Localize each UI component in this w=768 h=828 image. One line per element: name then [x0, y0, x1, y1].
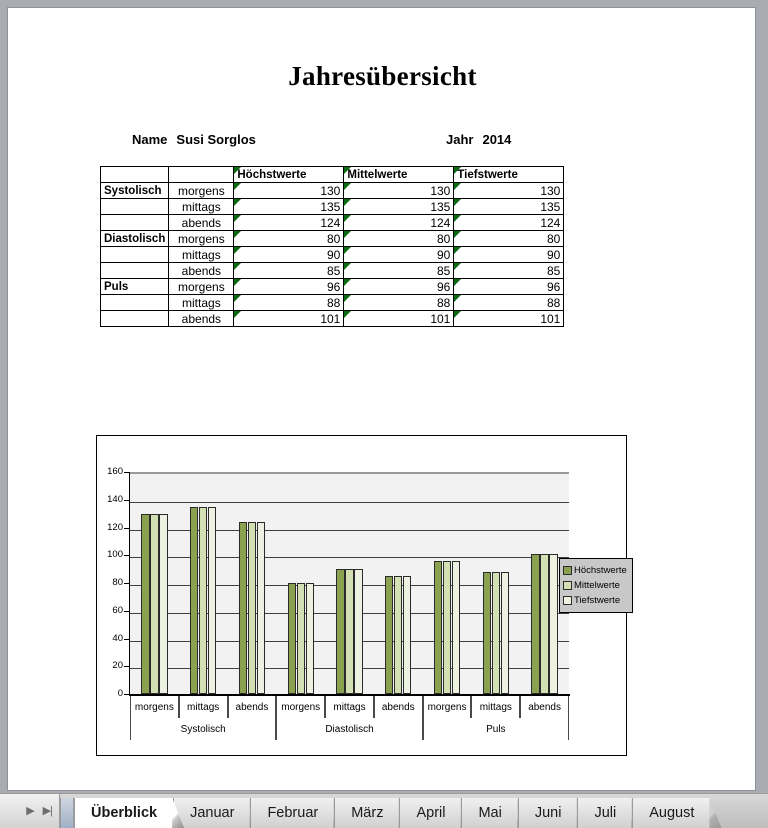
value-cell[interactable]: 80 [234, 231, 344, 247]
y-tick-label: 60 [112, 604, 123, 616]
tab-bar-handle[interactable] [60, 798, 74, 828]
sheet-tab-april[interactable]: April [399, 798, 461, 828]
page-title: Jahresübersicht [288, 61, 477, 91]
bar-höchstwerte-abends [385, 576, 393, 694]
y-tick-label: 0 [117, 688, 123, 699]
category-tick-label: morgens [130, 696, 179, 718]
bar-höchstwerte-mittags [483, 572, 491, 694]
sheet-navigation-buttons [0, 794, 60, 828]
sheet-tab-m-rz[interactable]: März [334, 798, 399, 828]
value-cell[interactable]: 85 [454, 263, 564, 279]
chart-container [96, 435, 627, 756]
chart-plot-area [130, 472, 569, 694]
group-tick-label: Puls [423, 718, 569, 740]
value-cell[interactable]: 80 [454, 231, 564, 247]
value-cell[interactable]: 88 [454, 295, 564, 311]
measurements-table [100, 166, 564, 327]
sheet-tab-februar[interactable]: Februar [250, 798, 334, 828]
row-category-cell [101, 215, 169, 231]
category-tick-label: mittags [179, 696, 228, 718]
legend-swatch-icon [563, 596, 572, 605]
row-time-cell: abends [169, 263, 234, 279]
value-cell[interactable]: 130 [344, 183, 454, 199]
table-row [101, 295, 564, 311]
sheet-tab-august[interactable]: August [632, 798, 710, 828]
bar-mittelwerte-mittags [492, 572, 500, 694]
bar-höchstwerte-morgens [434, 561, 442, 694]
y-tick-mark [124, 528, 129, 529]
row-time-cell: abends [169, 311, 234, 327]
value-cell[interactable]: 130 [234, 183, 344, 199]
bar-mittelwerte-abends [394, 576, 402, 694]
metadata-row [8, 132, 756, 150]
column-header-2: Mittelwerte [344, 167, 454, 183]
row-category-cell [101, 263, 169, 279]
value-cell[interactable]: 88 [344, 295, 454, 311]
sheet-tab-bar [0, 793, 768, 828]
row-category-cell: Puls [101, 279, 169, 295]
bar-tiefstwerte-mittags [501, 572, 509, 694]
table-row [101, 199, 564, 215]
y-tick-mark [124, 555, 129, 556]
value-cell[interactable]: 101 [454, 311, 564, 327]
sheet-tab-mai[interactable]: Mai [461, 798, 517, 828]
bar-tiefstwerte-abends [403, 576, 411, 694]
category-tick-label: mittags [325, 696, 374, 718]
row-category-cell [101, 311, 169, 327]
legend-label: Tiefstwerte [574, 594, 621, 606]
name-label: Name [132, 132, 168, 147]
bar-tiefstwerte-mittags [208, 507, 216, 694]
row-category-cell [101, 295, 169, 311]
value-cell[interactable]: 135 [454, 199, 564, 215]
bar-mittelwerte-mittags [199, 507, 207, 694]
bar-tiefstwerte-mittags [354, 569, 362, 694]
sheet-tab-januar[interactable]: Januar [173, 798, 250, 828]
bar-mittelwerte-morgens [443, 561, 451, 694]
row-time-cell: mittags [169, 247, 234, 263]
chart-legend[interactable] [559, 558, 633, 613]
bar-tiefstwerte-abends [257, 522, 265, 694]
value-cell[interactable]: 80 [344, 231, 454, 247]
bar-tiefstwerte-morgens [452, 561, 460, 694]
category-axis [130, 696, 569, 718]
category-tick-label: morgens [423, 696, 472, 718]
table-row [101, 311, 564, 327]
bar-höchstwerte-morgens [141, 514, 149, 694]
table-row [101, 279, 564, 295]
category-tick-label: abends [374, 696, 423, 718]
y-tick-mark [124, 611, 129, 612]
nav-last-sheet-icon[interactable]: ▶| [42, 804, 52, 817]
category-tick-label: abends [228, 696, 277, 718]
table-header-row [101, 167, 564, 183]
value-cell[interactable]: 124 [454, 215, 564, 231]
bar-tiefstwerte-morgens [159, 514, 167, 694]
bar-höchstwerte-mittags [336, 569, 344, 694]
y-tick-label: 140 [107, 493, 123, 505]
sheet-tab--berblick[interactable]: Überblick [74, 798, 173, 828]
group-axis [130, 718, 569, 740]
bar-tiefstwerte-morgens [306, 583, 314, 694]
legend-item[interactable] [563, 578, 627, 593]
year-field [446, 132, 511, 147]
value-cell[interactable]: 124 [344, 215, 454, 231]
bar-mittelwerte-morgens [297, 583, 305, 694]
y-tick-label: 80 [112, 577, 123, 588]
bar-tiefstwerte-abends [549, 554, 557, 694]
group-tick-label: Systolisch [130, 718, 276, 740]
table-row [101, 231, 564, 247]
y-tick-label: 40 [112, 632, 123, 644]
value-cell[interactable]: 96 [344, 279, 454, 295]
nav-next-sheet-icon[interactable]: ▶ [26, 804, 34, 817]
legend-swatch-icon [563, 566, 572, 575]
y-tick-label: 100 [107, 549, 123, 561]
group-tick-label: Diastolisch [276, 718, 422, 740]
bar-mittelwerte-abends [248, 522, 256, 694]
row-time-cell: morgens [169, 183, 234, 199]
y-tick-mark [124, 500, 129, 501]
column-header-3: Tiefstwerte [454, 167, 564, 183]
sheet-tabs [60, 794, 710, 828]
bar-höchstwerte-morgens [288, 583, 296, 694]
table-row [101, 215, 564, 231]
value-cell[interactable]: 96 [234, 279, 344, 295]
row-category-cell [101, 247, 169, 263]
y-tick-mark [124, 639, 129, 640]
table-row [101, 247, 564, 263]
year-label: Jahr [446, 132, 474, 147]
value-cell[interactable]: 101 [344, 311, 454, 327]
y-tick-mark [124, 472, 129, 473]
row-time-cell: morgens [169, 279, 234, 295]
legend-label: Mittelwerte [574, 579, 620, 591]
value-cell[interactable]: 85 [234, 263, 344, 279]
value-cell[interactable]: 96 [454, 279, 564, 295]
y-tick-mark [124, 583, 129, 584]
bar-höchstwerte-mittags [190, 507, 198, 694]
legend-label: Höchstwerte [574, 564, 627, 576]
value-cell[interactable]: 88 [234, 295, 344, 311]
table-corner-cell [101, 167, 169, 183]
y-tick-mark [124, 666, 129, 667]
value-cell[interactable]: 130 [454, 183, 564, 199]
value-cell[interactable]: 135 [234, 199, 344, 215]
y-tick-label: 20 [112, 660, 123, 672]
column-header-1: Höchstwerte [234, 167, 344, 183]
value-cell[interactable]: 90 [344, 247, 454, 263]
y-tick-label: 160 [107, 466, 123, 477]
y-tick-label: 120 [107, 521, 123, 533]
y-tick-mark [124, 694, 129, 695]
legend-swatch-icon [563, 581, 572, 590]
table-row [101, 263, 564, 279]
bar-höchstwerte-abends [239, 522, 247, 694]
bar-series-layer [130, 474, 569, 694]
legend-item[interactable] [563, 593, 627, 608]
row-category-cell: Diastolisch [101, 231, 169, 247]
bar-höchstwerte-abends [531, 554, 539, 694]
table-row [101, 183, 564, 199]
year-value: 2014 [482, 132, 512, 147]
bar-mittelwerte-abends [540, 554, 548, 694]
sheet-tab-juli[interactable]: Juli [577, 798, 632, 828]
name-field [132, 132, 256, 147]
value-cell[interactable]: 101 [234, 311, 344, 327]
value-cell[interactable]: 135 [344, 199, 454, 215]
legend-item[interactable] [563, 563, 627, 578]
category-tick-label: morgens [276, 696, 325, 718]
value-cell[interactable]: 85 [344, 263, 454, 279]
row-time-cell: mittags [169, 199, 234, 215]
category-tick-label: mittags [471, 696, 520, 718]
row-category-cell [101, 199, 169, 215]
category-tick-label: abends [520, 696, 569, 718]
sheet-tab-juni[interactable]: Juni [518, 798, 578, 828]
table-corner-cell-2 [169, 167, 234, 183]
bar-mittelwerte-mittags [345, 569, 353, 694]
bar-mittelwerte-morgens [150, 514, 158, 694]
value-cell[interactable]: 90 [454, 247, 564, 263]
worksheet-page [7, 7, 756, 791]
value-cell[interactable]: 124 [234, 215, 344, 231]
row-time-cell: morgens [169, 231, 234, 247]
row-time-cell: abends [169, 215, 234, 231]
row-time-cell: mittags [169, 295, 234, 311]
row-category-cell: Systolisch [101, 183, 169, 199]
value-cell[interactable]: 90 [234, 247, 344, 263]
name-value: Susi Sorglos [176, 132, 256, 147]
